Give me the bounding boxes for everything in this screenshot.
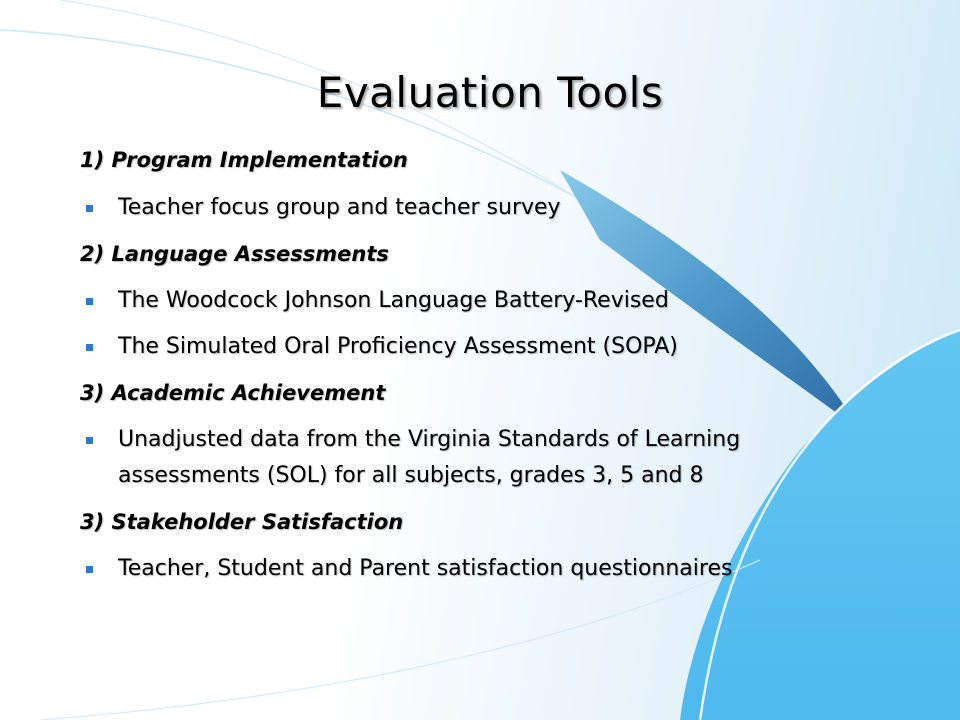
- bullet-text: Unadjusted data from the Virginia Standards of Learning assessments (SOL) for all subjects, grades 3, 5 and 8: [118, 427, 741, 488]
- list-item: [86, 551, 886, 587]
- bullet-text: The Simulated Oral Proficiency Assessment (SOPA): [118, 334, 678, 359]
- square-bullet-icon: [86, 437, 93, 444]
- list-item: [86, 283, 886, 319]
- section-heading-academic-achievement: 3) Academic Achievement: [80, 381, 386, 405]
- square-bullet-icon: [86, 344, 93, 351]
- section-heading-language-assessments: 2) Language Assessments: [80, 242, 389, 266]
- square-bullet-icon: [86, 566, 93, 573]
- bullet-text: Teacher, Student and Parent satisfaction questionnaires: [118, 556, 733, 581]
- section-heading-program-implementation: 1) Program Implementation: [80, 148, 408, 172]
- bullet-text: The Woodcock Johnson Language Battery-Revised: [118, 288, 669, 313]
- slide-title: Evaluation Tools: [316, 68, 664, 117]
- list-item: [86, 190, 886, 226]
- section-heading-stakeholder-satisfaction: 3) Stakeholder Satisfaction: [80, 510, 404, 534]
- list-item: [86, 422, 866, 494]
- bullet-text: Teacher focus group and teacher survey: [118, 195, 561, 220]
- square-bullet-icon: [86, 205, 93, 212]
- square-bullet-icon: [86, 298, 93, 305]
- list-item: [86, 329, 886, 365]
